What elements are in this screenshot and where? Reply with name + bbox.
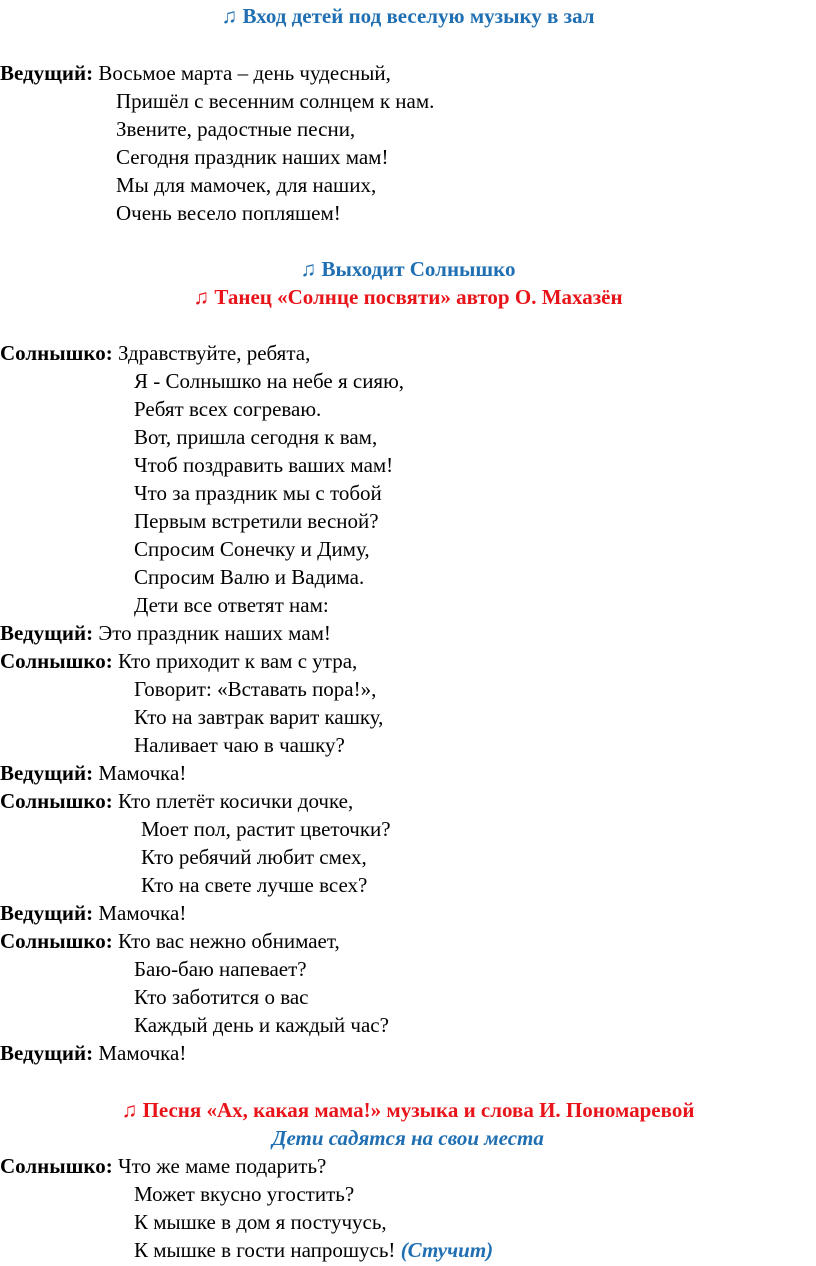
verse-line: Кто ребячий любит смех, [141, 845, 367, 869]
verse-line: Чтоб поздравить ваших мам! [134, 453, 394, 477]
heading-dance-text: Танец «Солнце посвяти» автор О. Махазён [214, 285, 623, 309]
verse-line: Каждый день и каждый час? [134, 1013, 389, 1037]
verse-line: Дети все ответят нам: [134, 593, 329, 617]
verse-line: Может вкусно угостить? [134, 1182, 355, 1206]
speaker-label: Солнышко: [0, 341, 113, 365]
heading-entrance [0, 2, 816, 30]
host-answer [0, 899, 186, 927]
verse-line: Моет пол, растит цветочки? [141, 817, 391, 841]
verse-line: Спросим Валю и Вадима. [134, 565, 365, 589]
speaker-label: Солнышко: [0, 1154, 113, 1178]
host-line-1 [0, 59, 391, 87]
verse-line: Мамочка! [98, 901, 187, 925]
verse-line: Что же маме подарить? [117, 1154, 327, 1178]
host-answer [0, 759, 186, 787]
host-line-2 [0, 619, 331, 647]
verse-line: Спросим Сонечку и Диму, [134, 537, 370, 561]
heading-sun-enters [0, 255, 816, 283]
music-note-icon: ♫ [121, 1098, 138, 1122]
verse-line: Баю-баю напевает? [134, 957, 307, 981]
verse-line: Кто заботится о вас [134, 985, 309, 1009]
speaker-label: Солнышко: [0, 649, 113, 673]
sun-line-2 [0, 647, 357, 675]
verse-line: Здравствуйте, ребята, [117, 341, 311, 365]
verse-line: Очень весело попляшем! [116, 201, 341, 225]
music-note-icon: ♫ [193, 285, 210, 309]
music-note-icon: ♫ [300, 257, 317, 281]
verse-line: Кто на завтрак варит кашку, [134, 705, 384, 729]
stage-direction: (Стучит) [400, 1238, 494, 1262]
sun-line-4 [0, 927, 340, 955]
verse-line: Я - Солнышко на небе я сияю, [134, 369, 405, 393]
host-answer [0, 1039, 186, 1067]
verse-line: Ребят всех согреваю. [134, 397, 322, 421]
speaker-label: Ведущий: [0, 621, 94, 645]
music-note-icon: ♫ [221, 4, 238, 28]
verse-line: К мышке в дом я постучусь, [134, 1210, 387, 1234]
heading-song [0, 1096, 816, 1124]
heading-sun-enters-text: Выходит Солнышко [321, 257, 516, 281]
verse-line-with-note [134, 1236, 493, 1264]
verse-line: Мамочка! [98, 1041, 187, 1065]
verse-line: Мы для мамочек, для наших, [116, 173, 377, 197]
speaker-label: Солнышко: [0, 929, 113, 953]
verse-line: Кто приходит к вам с утра, [117, 649, 358, 673]
verse-line: Наливает чаю в чашку? [134, 733, 345, 757]
speaker-label: Солнышко: [0, 789, 113, 813]
sun-line-5 [0, 1152, 326, 1180]
heading-children-sit: Дети садятся на свои места [272, 1126, 544, 1150]
speaker-label: Ведущий: [0, 61, 94, 85]
speaker-label: Ведущий: [0, 761, 94, 785]
heading-entrance-text: Вход детей под веселую музыку в зал [242, 4, 595, 28]
verse-line: К мышке в гости напрошусь! [134, 1238, 396, 1262]
verse-line: Пришёл с весенним солнцем к нам. [116, 89, 435, 113]
verse-line: Восьмое марта – день чудесный, [98, 61, 391, 85]
verse-line: Сегодня праздник наших мам! [116, 145, 389, 169]
verse-line: Говорит: «Вставать пора!», [134, 677, 377, 701]
verse-line: Первым встретили весной? [134, 509, 379, 533]
verse-line: Это праздник наших мам! [98, 621, 331, 645]
verse-line: Вот, пришла сегодня к вам, [134, 425, 378, 449]
verse-line: Звените, радостные песни, [116, 117, 356, 141]
sun-line-3 [0, 787, 353, 815]
verse-line: Кто на свете лучше всех? [141, 873, 368, 897]
speaker-label: Ведущий: [0, 1041, 94, 1065]
verse-line: Кто плетёт косички дочке, [117, 789, 354, 813]
verse-line: Что за праздник мы с тобой [134, 481, 382, 505]
sun-line-1 [0, 339, 310, 367]
heading-song-text: Песня «Ах, какая мама!» музыка и слова И. Пономаревой [142, 1098, 695, 1122]
speaker-label: Ведущий: [0, 901, 94, 925]
heading-dance [0, 283, 816, 311]
verse-line: Мамочка! [98, 761, 187, 785]
verse-line: Кто вас нежно обнимает, [117, 929, 340, 953]
